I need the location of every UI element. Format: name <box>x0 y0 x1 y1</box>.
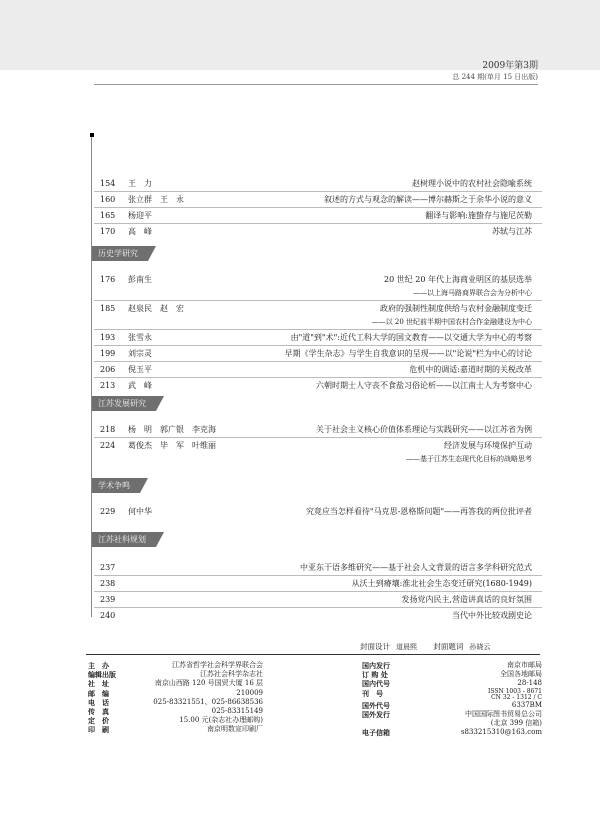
article-title: 从沃土到瘠壤:淮北社会生态变迁研究(1680-1949) <box>351 579 532 588</box>
author: 张立群 王 永 <box>128 195 184 204</box>
toc-debate-block <box>94 504 542 519</box>
colophon-row <box>88 689 263 698</box>
toc-entry[interactable] <box>94 361 542 377</box>
colophon-key: 印 刷 <box>88 725 109 735</box>
colophon-value: 南京明数宣印刷厂 <box>207 725 263 734</box>
colophon-key: 传 真 <box>88 706 109 716</box>
toc-entry[interactable] <box>94 504 542 519</box>
colophon-key: 国内发行 <box>362 661 390 670</box>
colophon-right <box>362 661 542 737</box>
section-header-jiangsu-development: 江苏发展研究 <box>92 396 156 411</box>
issue-subtitle: 总 244 期(单月 15 日出版) <box>452 73 538 81</box>
colophon-value: 15.00 元(杂志社办理邮购) <box>179 716 263 725</box>
article-subtitle: ——基于江苏生态现代化目标的战略思考 <box>406 455 532 463</box>
page-number: 218 <box>100 425 116 434</box>
toc-planning-block <box>94 560 542 623</box>
author: 杨 明 郭广银 李克海 <box>128 425 216 434</box>
toc-jiangsu-block <box>94 422 542 466</box>
colophon-value: 南京市邮局 <box>507 661 542 669</box>
author: 杨迎平 <box>128 211 152 220</box>
toc-top-block <box>94 176 542 239</box>
article-title: 20 世纪 20 年代上海商业明区的基层选举 <box>384 275 532 284</box>
colophon-row <box>362 701 542 710</box>
colophon-row <box>88 716 263 725</box>
colophon-value: 210009 <box>236 688 263 697</box>
cover-calligraphy-value: 孙晓云 <box>469 643 491 651</box>
author: 武 峰 <box>128 381 152 390</box>
toc-subtitle-row <box>94 316 542 329</box>
colophon-row <box>362 710 542 728</box>
toc-entry[interactable] <box>94 607 542 623</box>
cover-design-value: 道晨熙 <box>396 643 417 651</box>
toc-subtitle-row <box>94 287 542 300</box>
author: 王 力 <box>128 179 152 188</box>
page-number: 160 <box>100 195 116 204</box>
toc-entry[interactable] <box>94 329 542 345</box>
colophon-value <box>465 710 542 728</box>
article-title: 究竟应当怎样看待"马克思-恩格斯问题"——再答我的两位批评者 <box>305 507 532 516</box>
cover-calligraphy-label: 封面题词 <box>433 642 464 651</box>
colophon-key: 电子信箱 <box>362 727 390 737</box>
colophon-rule <box>86 654 540 655</box>
toc-history-block <box>94 272 542 393</box>
colophon-row <box>88 698 263 707</box>
toc-entry[interactable] <box>94 560 542 575</box>
article-title: 经济发展与环境保护互动 <box>444 441 532 450</box>
colophon-value: 025-83321551、025-86638536 <box>153 697 263 706</box>
colophon-key: 订 购 处 <box>362 670 388 680</box>
page-number: 165 <box>100 211 116 220</box>
colophon-row <box>362 689 542 701</box>
author: 倪玉平 <box>128 365 152 374</box>
page-number: 176 <box>100 275 116 284</box>
page-number: 185 <box>100 304 116 313</box>
colophon-row <box>362 670 542 679</box>
colophon-key: 刊 号 <box>362 688 383 698</box>
colophon-row <box>362 728 542 737</box>
toc-entry[interactable] <box>94 377 542 393</box>
article-title: 翻译与影响:施蛰存与施尼茨勒 <box>425 211 532 220</box>
page-number: 238 <box>100 579 116 588</box>
colophon-key: 电 话 <box>88 697 109 707</box>
section-header-social-science-planning: 江苏社科规划 <box>92 532 156 547</box>
colophon-value: 28-148 <box>517 679 542 688</box>
cover-credits <box>360 641 504 652</box>
colophon-value: 江苏社会科学杂志社 <box>200 670 263 679</box>
colophon-key: 编辑出版 <box>88 670 116 680</box>
author: 赵泉民 赵 宏 <box>128 304 184 313</box>
author: 高 峰 <box>128 227 152 236</box>
toc-entry[interactable] <box>94 345 542 361</box>
article-title: 早期《学生杂志》与学生自我意识的呈现——以"论说"栏为中心的讨论 <box>284 349 532 358</box>
article-title: 发扬党内民主,营造讲真话的良好氛围 <box>401 595 532 604</box>
page-number: 229 <box>100 507 116 516</box>
toc-entry[interactable] <box>94 575 542 591</box>
toc-entry[interactable] <box>94 272 542 287</box>
article-title: 危机中的调适:嘉道时期的关税改革 <box>409 365 532 374</box>
colophon-left <box>88 661 263 735</box>
article-title: 苏轼与江苏 <box>492 227 532 236</box>
colophon-key: 定 价 <box>88 716 109 726</box>
colophon-row <box>88 661 263 670</box>
colophon-key: 国外发行 <box>362 709 390 719</box>
author: 张雪永 <box>128 333 152 342</box>
colophon-row <box>88 670 263 679</box>
article-title: 当代中外比较戏剧史论 <box>452 611 532 620</box>
toc-entry[interactable] <box>94 223 542 239</box>
colophon-row <box>88 707 263 716</box>
colophon-value <box>488 689 542 701</box>
toc-entry[interactable] <box>94 591 542 607</box>
page-number: 193 <box>100 333 116 342</box>
colophon-row <box>362 661 542 670</box>
page-number: 224 <box>100 441 116 450</box>
colophon-value: 全国各地邮局 <box>500 670 542 679</box>
author: 彭南生 <box>128 275 152 284</box>
article-title: 由"道"到"术":近代工科大学的国文教育——以交通大学为中心的考察 <box>290 333 532 342</box>
toc-subtitle-row <box>94 453 542 466</box>
colophon-key: 邮 编 <box>88 688 109 698</box>
page-number: 170 <box>100 227 116 236</box>
foreign-distributor: 中国国际图书贸易总公司 <box>465 709 542 718</box>
article-title: 关于社会主义核心价值体系理论与实践研究——以江苏省为例 <box>316 425 532 434</box>
colophon-key: 国外代号 <box>362 700 390 710</box>
author: 何中华 <box>128 507 152 516</box>
colophon-value: 江苏省哲学社会科学界联合会 <box>172 661 263 669</box>
issue-number: 2009年第3期 <box>482 61 538 71</box>
section-header-history: 历史学研究 <box>92 246 148 261</box>
author: 葛俊杰 毕 军 叶维丽 <box>128 441 216 450</box>
page-number: 239 <box>100 595 116 604</box>
page-number: 154 <box>100 179 116 188</box>
article-subtitle: ——以 20 世纪前半期中国农村合作金融建设为中心 <box>371 318 532 326</box>
colophon-value: 南京山西路 120 号国贸大厦 16 层 <box>154 679 263 688</box>
colophon-key: 主 办 <box>88 661 109 670</box>
page-number: 240 <box>100 611 116 620</box>
header-rule <box>94 84 538 85</box>
page-number: 206 <box>100 365 116 374</box>
colophon-value: 025-83315149 <box>211 706 263 715</box>
page-number: 237 <box>100 563 116 572</box>
article-subtitle: ——以上海马路商界联合会为分析中心 <box>413 289 532 297</box>
article-title: 六朝时期士人守丧不食盐习俗论析——以江南士人为考察中心 <box>316 381 532 390</box>
toc-entry[interactable] <box>94 422 542 437</box>
toc-entry[interactable] <box>94 191 542 207</box>
colophon-row <box>88 725 263 734</box>
issn: ISSN 1003 - 8671 <box>487 687 542 695</box>
cover-design-label: 封面设计 <box>360 642 390 651</box>
cn-number: CN 32 - 1312 / C <box>491 693 542 701</box>
toc-entry[interactable] <box>94 207 542 223</box>
toc-entry[interactable] <box>94 300 542 316</box>
article-title: 叙述的方式与观念的解读——博尔赫斯之于余华小说的意义 <box>324 195 532 204</box>
colophon-key: 社 址 <box>88 679 109 689</box>
page-number: 199 <box>100 349 116 358</box>
article-title: 赵树理小说中的农村社会隐喻系统 <box>412 179 532 188</box>
author: 刘宗灵 <box>128 349 152 358</box>
colophon-value: 6337BM <box>511 700 542 709</box>
colophon-value: s833215310@163.com <box>460 727 542 736</box>
section-header-academic-debate: 学术争鸣 <box>92 478 140 493</box>
page-number: 213 <box>100 381 116 390</box>
colophon-key: 国内代号 <box>362 679 390 689</box>
colophon-row <box>88 679 263 688</box>
toc-entry[interactable] <box>94 437 542 453</box>
article-title: 中亚东干语多维研究——基于社会人文背景的语言多学科研究范式 <box>300 563 532 572</box>
foreign-mailbox: (北京 399 信箱) <box>490 718 542 727</box>
toc-entry[interactable] <box>94 176 542 191</box>
article-title: 政府的强制性制度供给与农村金融制度变迁 <box>380 304 532 313</box>
